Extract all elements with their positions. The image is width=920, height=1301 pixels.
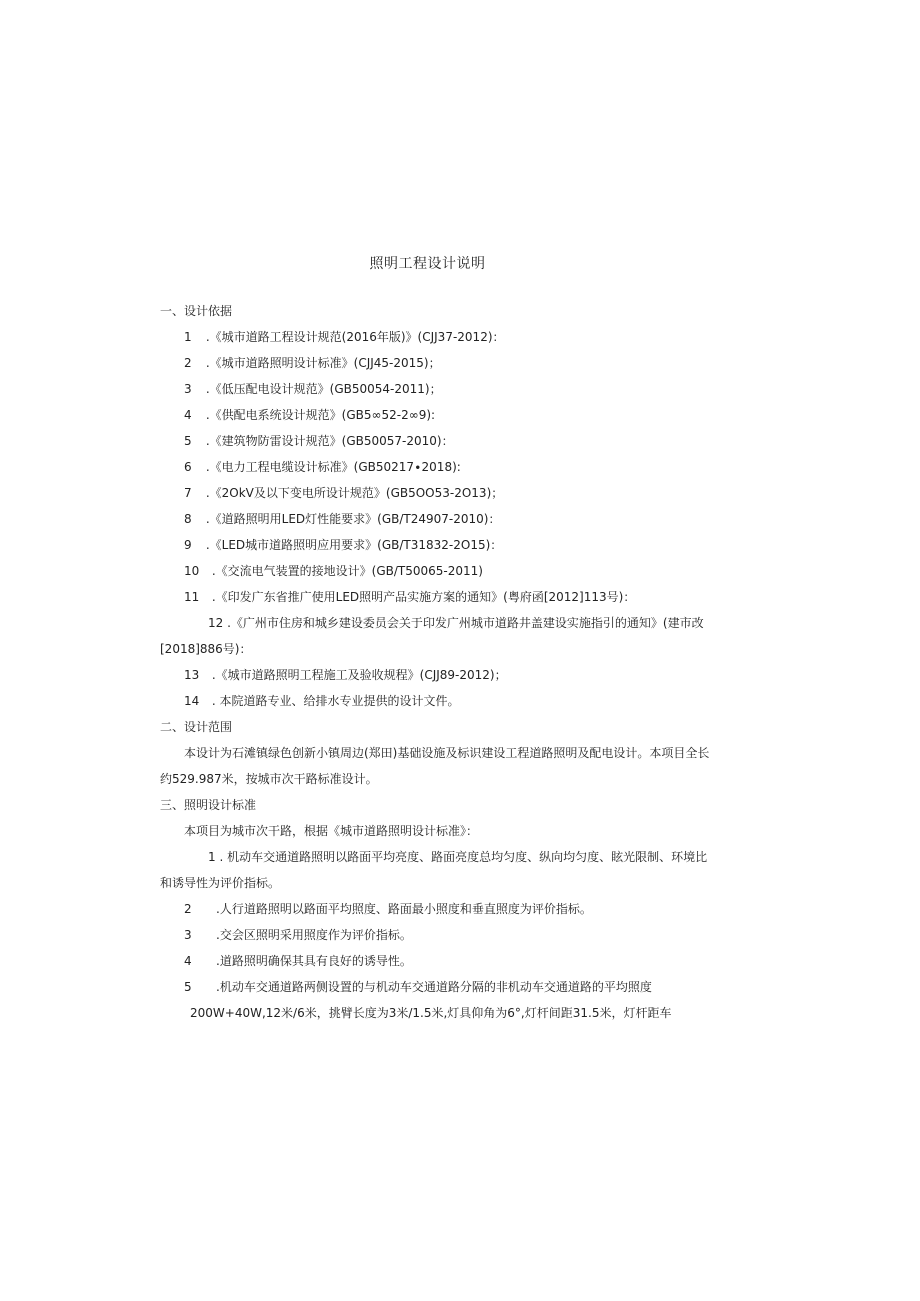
standard-intro: 本项目为城市次干路，根据《城市道路照明设计标准》： [184,824,479,838]
item-number: 2 [184,902,192,916]
item-text: .《道路照明用LED灯性能要求》(GB/T24907-2010)： [205,512,501,526]
item-text: .《印发广东省推广使用LED照明产品实施方案的通知》(粤府函[2012]113号)： [211,590,636,604]
list-item [160,506,710,532]
document-body [160,298,710,1026]
item-number: 4 [184,954,192,968]
item-number: 12 [208,616,224,630]
item-text: .《城市道路工程设计规范(2016年版)》(CJJ37-2012)： [205,330,505,344]
list-item [160,350,710,376]
list-item [160,402,710,428]
item-number: 3 [184,382,192,396]
item-text: .《城市道路照明设计标准》(CJJ45-2015)； [205,356,441,370]
list-item [160,454,710,480]
item-text: .《LED城市道路照明应用要求》(GB/T31832-2O15)： [205,538,503,552]
list-item [160,922,710,948]
list-item [160,428,710,454]
section-heading-design-scope: 二、设计范围 [160,720,233,734]
item-number: 1 [184,330,192,344]
item-text: .人行道路照明以路面平均照度、路面最小照度和垂直照度为评价指标。 [216,902,592,916]
item-text: .《建筑物防雷设计规范》(GB50057-2010)： [205,434,454,448]
list-item [160,896,710,922]
item-text: .机动车交通道路两侧设置的与机动车交通道路分隔的非机动车交通道路的平均照度 [216,980,652,994]
item-text: .《2OkV及以下变电所设计规范》(GB5OO53-2O13)； [205,486,504,500]
scope-paragraph: 本设计为石滩镇绿色创新小镇周边(郑田)基础设施及标识建设工程道路照明及配电设计。本项目全长约529.987米，按城市次干路标准设计。 [160,746,710,786]
item-number: 5 [184,980,192,994]
item-text: .交会区照明采用照度作为评价指标。 [216,928,412,942]
item-number: 3 [184,928,192,942]
item-number: 8 [184,512,192,526]
list-item [160,376,710,402]
item-number: 13 [184,668,200,682]
item-text: .《供配电系统设计规范》(GB5∞52-2∞9): [205,408,436,422]
item-number: 1 [208,850,216,864]
list-item [160,324,710,350]
list-item [160,610,710,662]
item-text: .《交流电气装置的接地设计》(GB/T50065-2011) [211,564,483,578]
section-heading-design-basis: 一、设计依据 [160,304,233,318]
list-item [160,844,710,896]
list-item [160,480,710,506]
item-number: 9 [184,538,192,552]
list-item [160,558,710,584]
item-number: 11 [184,590,200,604]
item-text: .道路照明确保其具有良好的诱导性。 [216,954,412,968]
item-text: .《广州市住房和城乡建设委员会关于印发广州城市道路井盖建设实施指引的通知》(建市改[2018]886号)： [160,616,704,656]
item-number: 4 [184,408,192,422]
item-text: .《城市道路照明工程施工及验收规程》(CJJ89-2012)； [211,668,507,682]
item-text: .《电力工程电缆设计标准》(GB50217∙2018): [205,460,461,474]
list-item [160,662,710,688]
list-item [160,532,710,558]
item-text: .《低压配电设计规范》(GB50054-2011)； [205,382,442,396]
item-number: 5 [184,434,192,448]
item-text: . 本院道路专业、给排水专业提供的设计文件。 [211,694,460,708]
document-title: 照明工程设计说明 [369,256,486,272]
item-number: 7 [184,486,192,500]
item-text: . 机动车交通道路照明以路面平均亮度、路面亮度总均匀度、纵向均匀度、眩光限制、环境比和诱导性为评价指标。 [160,850,708,890]
item-number: 10 [184,564,200,578]
list-item [160,584,710,610]
list-item [160,974,710,1000]
section-heading-lighting-standard: 三、照明设计标准 [160,798,257,812]
list-item [160,688,710,714]
item-number: 14 [184,694,200,708]
item-number: 6 [184,460,192,474]
item-number: 2 [184,356,192,370]
list-item [160,948,710,974]
trailing-line: 200W+40W,12米/6米，挑臂长度为3米/1.5米,灯具仰角为6°,灯杆间距31.5米，灯杆距车 [190,1006,672,1020]
